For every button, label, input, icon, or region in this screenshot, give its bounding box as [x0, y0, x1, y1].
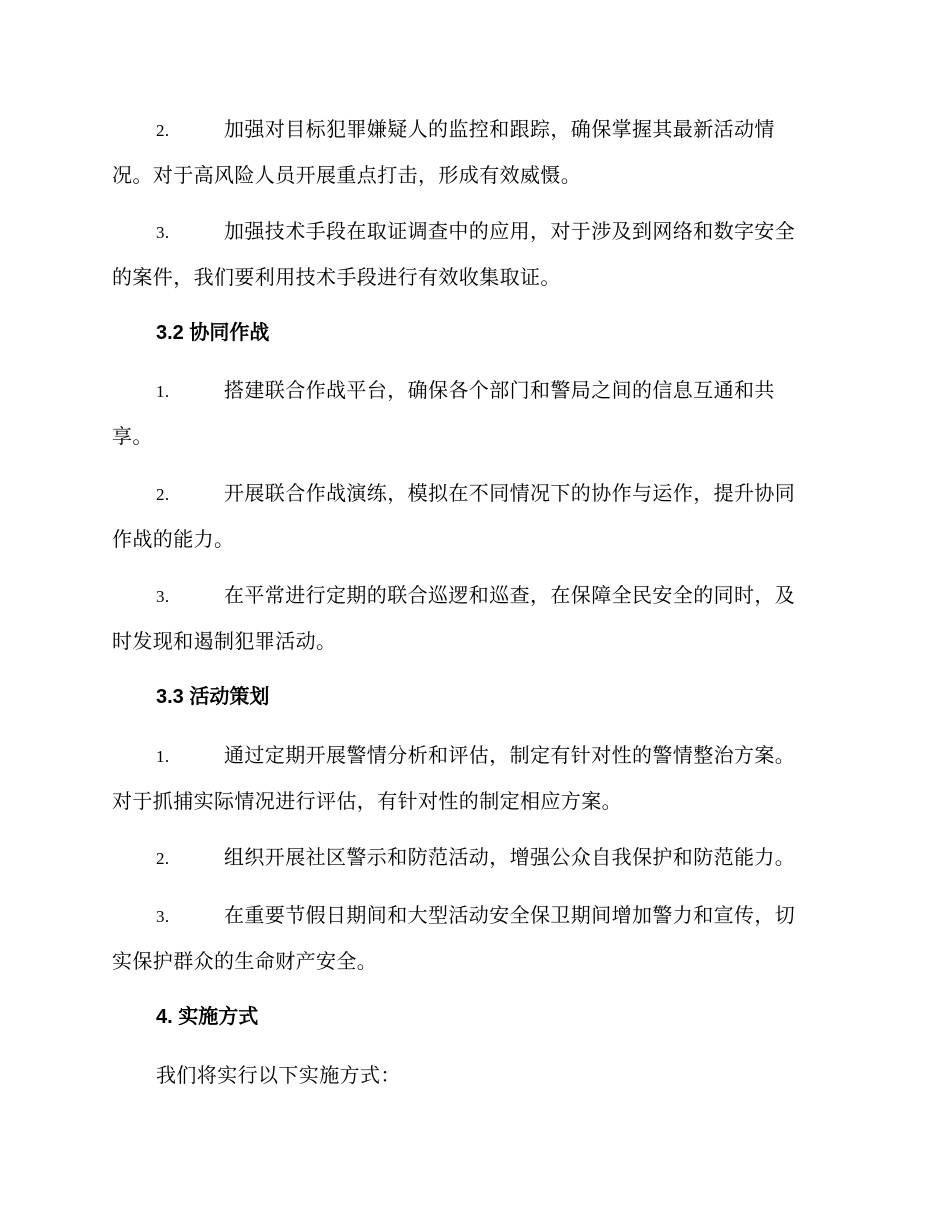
list-number: 3.: [156, 587, 170, 606]
list-number: 1.: [156, 747, 170, 766]
list-number: 1.: [156, 382, 170, 401]
section-heading: 3.2 协同作战: [156, 322, 270, 344]
list-item: [112, 835, 834, 881]
list-text: 组织开展社区警示和防范活动，增强公众自我保护和防范能力。: [224, 845, 796, 869]
list-number: 3.: [156, 223, 170, 242]
list-text-continued: 对于抓捕实际情况进行评估，有针对性的制定相应方案。: [112, 789, 622, 813]
section-heading: 3.3 活动策划: [156, 686, 270, 708]
list-item: [112, 733, 834, 824]
list-text: 加强对目标犯罪嫌疑人的监控和跟踪，确保掌握其最新活动情: [224, 117, 775, 141]
list-text: 开展联合作战演练，模拟在不同情况下的协作与运作，提升协同: [224, 481, 796, 505]
list-item: [112, 209, 834, 300]
list-text: 搭建联合作战平台，确保各个部门和警局之间的信息互通和共: [224, 378, 775, 402]
list-number: 2.: [156, 485, 170, 504]
list-text-continued: 实保护群众的生命财产安全。: [112, 949, 378, 973]
body-paragraph: 我们将实行以下实施方式：: [156, 1063, 401, 1087]
list-item: [112, 107, 834, 198]
list-item: [112, 368, 834, 459]
list-number: 3.: [156, 907, 170, 926]
list-text-continued: 况。对于高风险人员开展重点打击，形成有效威慑。: [112, 163, 582, 187]
list-number: 2.: [156, 849, 170, 868]
list-item: [112, 573, 834, 664]
section-heading: 4. 实施方式: [156, 1006, 259, 1028]
list-text-continued: 作战的能力。: [112, 527, 235, 551]
list-text-continued: 享。: [112, 424, 153, 448]
list-text-continued: 的案件，我们要利用技术手段进行有效收集取证。: [112, 265, 561, 289]
list-number: 2.: [156, 121, 170, 140]
list-text: 通过定期开展警情分析和评估，制定有针对性的警情整治方案。: [224, 743, 796, 767]
list-text: 在平常进行定期的联合巡逻和巡查，在保障全民安全的同时，及: [224, 583, 796, 607]
list-text-continued: 时发现和遏制犯罪活动。: [112, 629, 337, 653]
list-text: 加强技术手段在取证调查中的应用，对于涉及到网络和数字安全: [224, 219, 796, 243]
list-text: 在重要节假日期间和大型活动安全保卫期间增加警力和宣传，切: [224, 903, 796, 927]
list-item: [112, 893, 834, 984]
list-item: [112, 471, 834, 562]
